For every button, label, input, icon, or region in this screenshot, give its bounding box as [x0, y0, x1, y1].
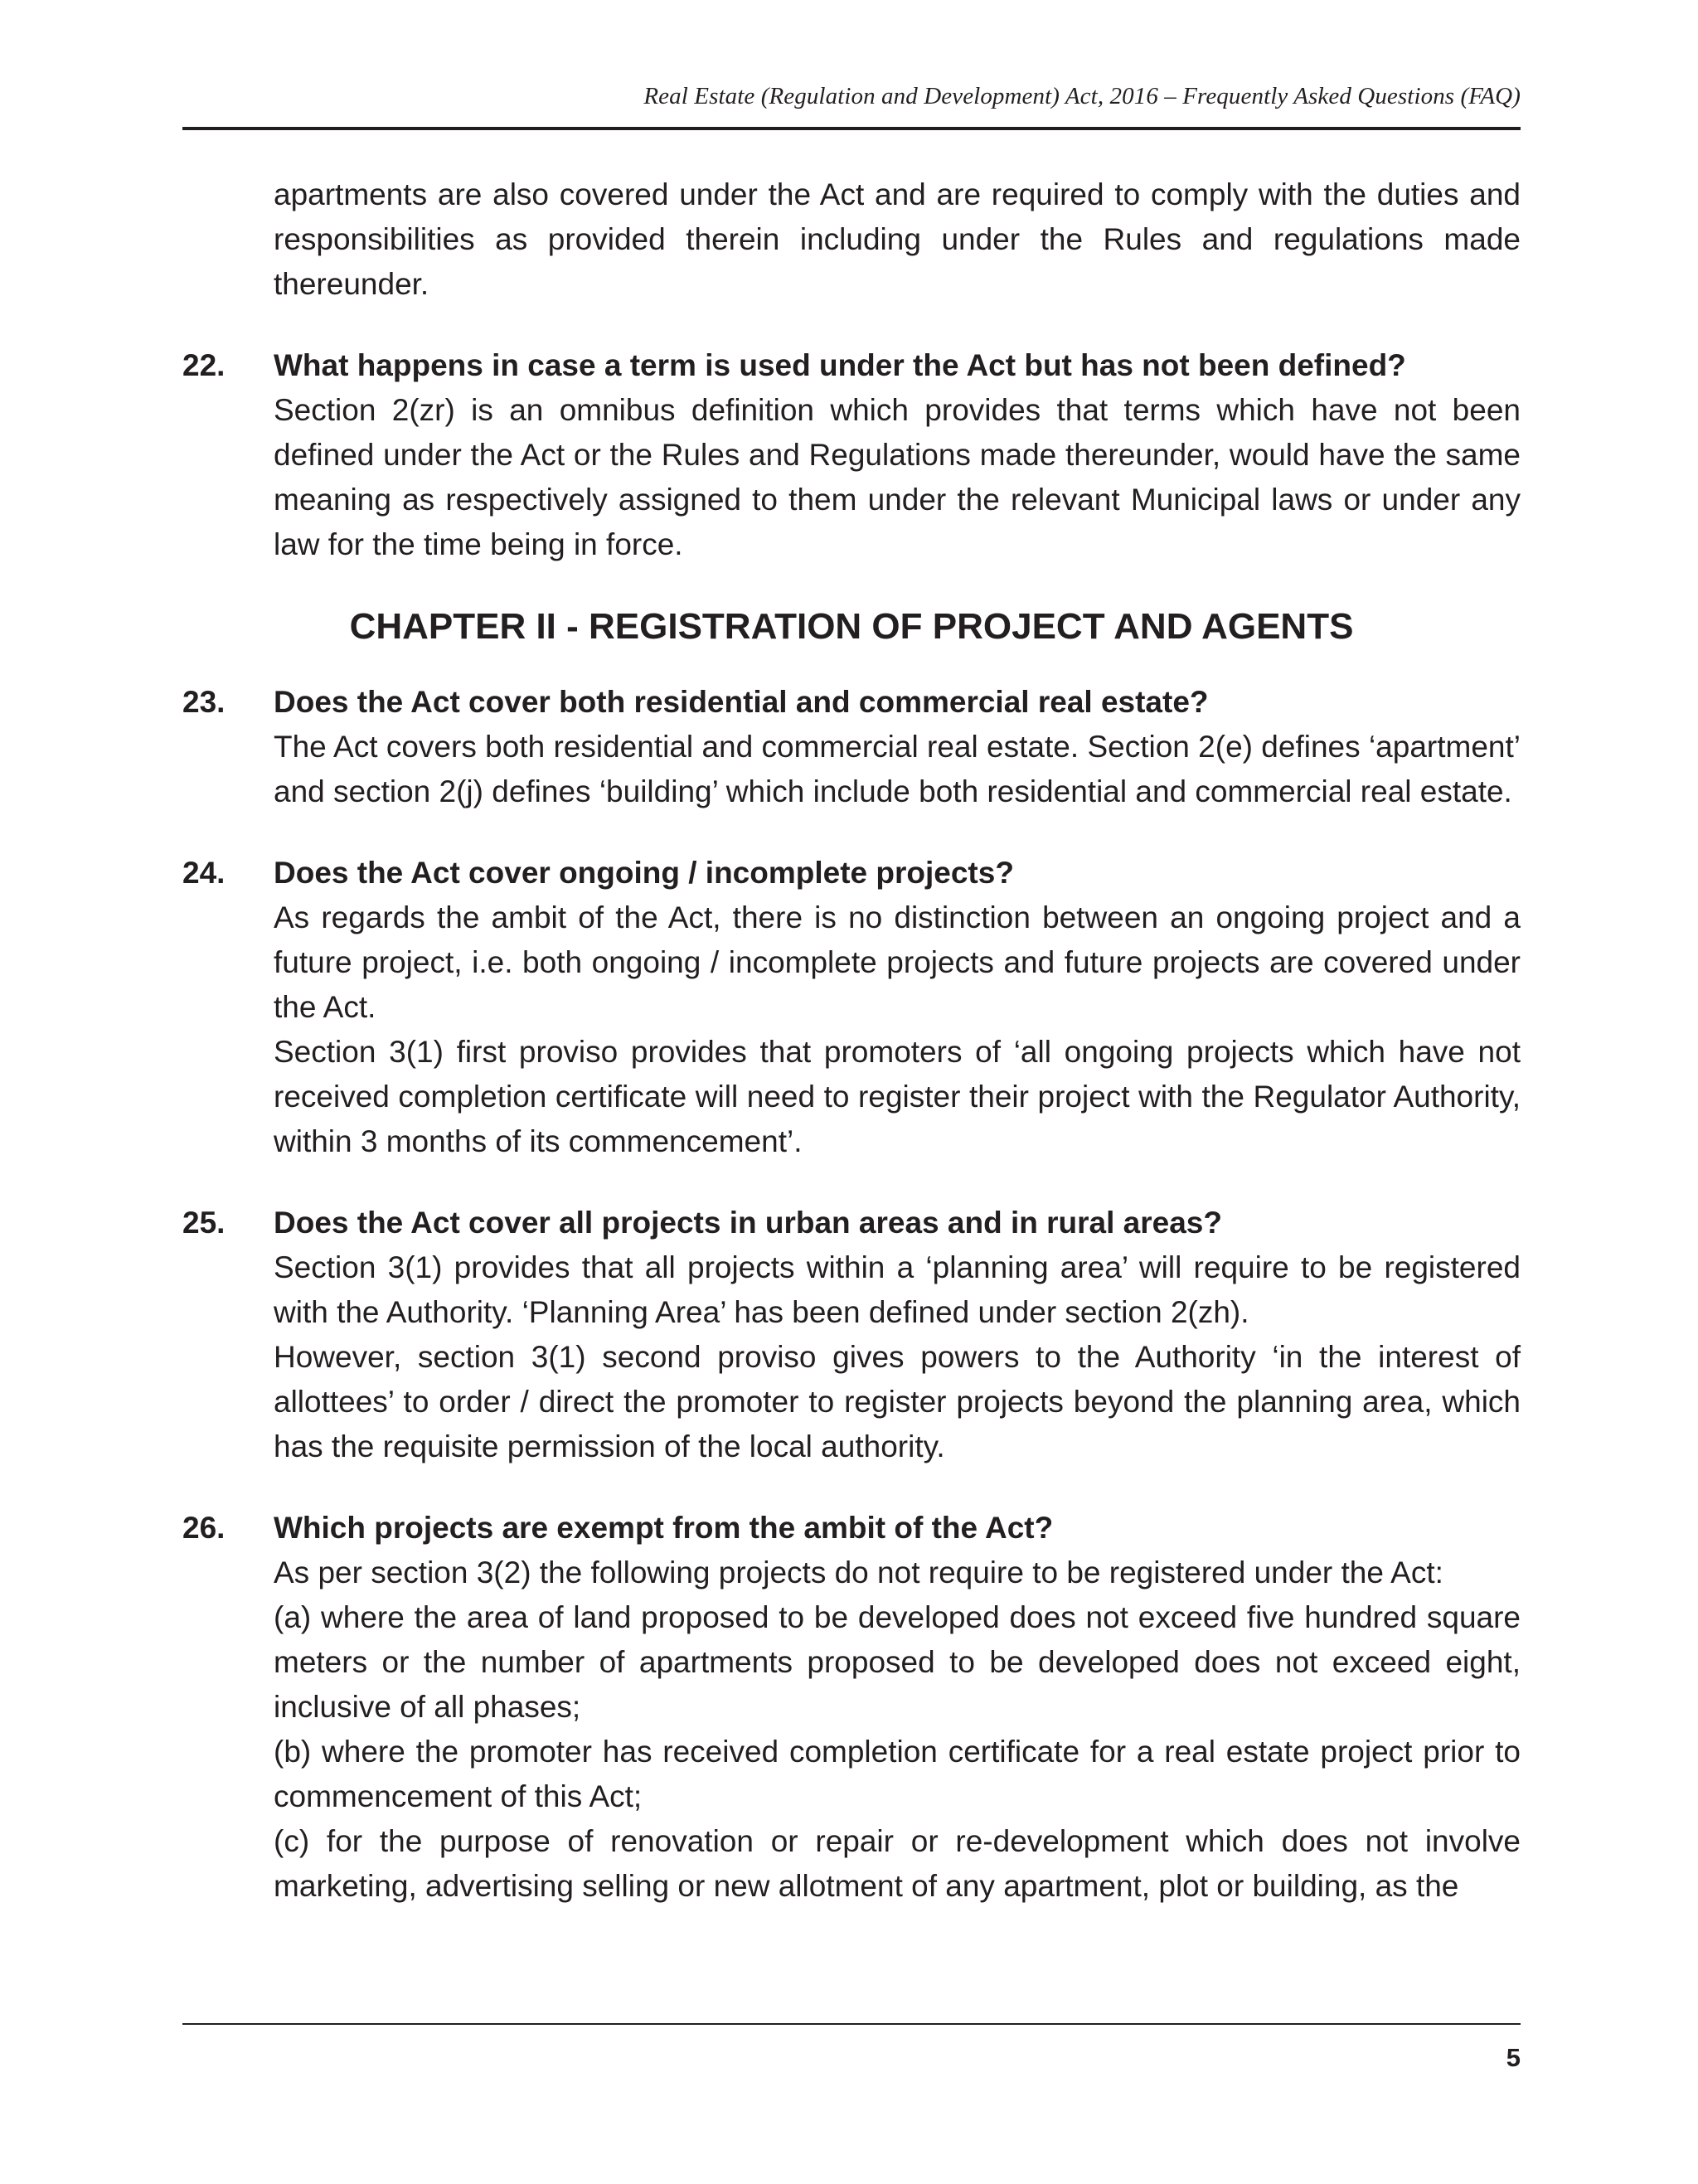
faq-question: Which projects are exempt from the ambit of the Act?: [274, 1511, 1054, 1545]
faq-answer: Section 3(1) first proviso provides that promoters of ‘all ongoing projects which have not received completion certificate will need to register their project with the Regulator Authority, within 3 months of its commencement’.: [274, 1035, 1521, 1158]
faq-item-22: [182, 343, 1521, 567]
faq-number: 26.: [182, 1511, 226, 1545]
header-divider: [182, 127, 1521, 130]
faq-number: 22.: [182, 348, 226, 382]
intro-paragraph: apartments are also covered under the Act and are required to comply with the duties and responsibilities as provided therein including under the Rules and regulations made thereunder.: [274, 177, 1521, 301]
faq-answer: The Act covers both residential and commercial real estate. Section 2(e) defines ‘apartment’ and section 2(j) defines ‘building’ which include both residential and commercial real estate.: [274, 730, 1521, 808]
faq-answer: However, section 3(1) second proviso gives powers to the Authority ‘in the interest of allottees’ to order / direct the promoter to register projects beyond the planning area, which has the requisite permission of the local authority.: [274, 1340, 1521, 1463]
faq-number: 25.: [182, 1206, 226, 1240]
faq-answer: (a) where the area of land proposed to be developed does not exceed five hundred square meters or the number of apartments proposed to be developed does not exceed eight, inclusive of all phases;: [274, 1600, 1521, 1724]
faq-answer: (c) for the purpose of renovation or repair or re-development which does not involve marketing, advertising selling or new allotment of any apartment, plot or building, as the: [274, 1824, 1521, 1903]
faq-question: Does the Act cover all projects in urban areas and in rural areas?: [274, 1206, 1222, 1240]
page-content: [182, 172, 1521, 1945]
page-number: 5: [1506, 2043, 1521, 2072]
faq-answer: Section 2(zr) is an omnibus definition which provides that terms which have not been defined under the Act or the Rules and Regulations made thereunder, would have the same meaning as respectively assigned to them under the relevant Municipal laws or under any law for the time being in force.: [274, 393, 1521, 561]
faq-answer: (b) where the promoter has received completion certificate for a real estate project prior to commencement of this Act;: [274, 1735, 1521, 1813]
faq-item-23: [182, 680, 1521, 814]
footer-divider: [182, 2023, 1521, 2025]
faq-answer: As per section 3(2) the following projects do not require to be registered under the Act:: [274, 1555, 1443, 1589]
faq-answer: As regards the ambit of the Act, there is no distinction between an ongoing project and a future project, i.e. both ongoing / incomplete projects and future projects are covered under the Act.: [274, 900, 1521, 1024]
faq-item-25: [182, 1201, 1521, 1469]
faq-item-26: [182, 1506, 1521, 1909]
running-header: Real Estate (Regulation and Development) Act, 2016 – Frequently Asked Questions (FAQ): [643, 83, 1521, 109]
chapter-heading: CHAPTER II - REGISTRATION OF PROJECT AND AGENTS: [349, 606, 1354, 647]
faq-number: 23.: [182, 685, 226, 719]
faq-number: 24.: [182, 856, 226, 890]
faq-question: Does the Act cover both residential and commercial real estate?: [274, 685, 1209, 719]
faq-question: Does the Act cover ongoing / incomplete projects?: [274, 856, 1014, 890]
faq-question: What happens in case a term is used under the Act but has not been defined?: [274, 348, 1406, 382]
faq-item-24: [182, 851, 1521, 1164]
faq-answer: Section 3(1) provides that all projects within a ‘planning area’ will require to be registered with the Authority. ‘Planning Area’ has been defined under section 2(zh).: [274, 1250, 1521, 1329]
